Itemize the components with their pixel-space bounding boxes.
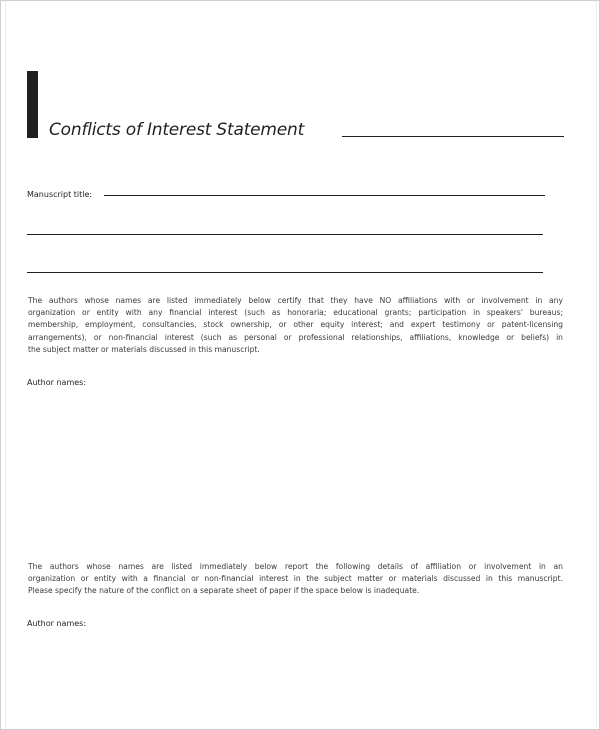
manuscript-title-input-line-3[interactable] (27, 272, 543, 273)
title-underline-rule (342, 136, 564, 137)
title-accent-bar (27, 71, 38, 138)
manuscript-title-input-line-2[interactable] (27, 234, 543, 235)
statement-line: The authors whose names are listed immediately below report the following details of affiliation or involvement in an (28, 562, 563, 571)
conflict-statement (28, 561, 563, 598)
statement-line: membership, employment, consultancies, stock ownership, or other equity interest; and expert testimony or patent-licensing (28, 320, 563, 330)
statement-line: arrangements), or non-financial interest (such as personal or professional relationships, affiliations, knowledge or beliefs) in (28, 332, 563, 342)
manuscript-title-label: Manuscript title: (27, 190, 93, 199)
statement-line: organization or entity with any financial interest (such as honoraria; educational grants; participation in speakers' bureaus; (28, 308, 563, 318)
statement-line: the subject matter or materials discussed in this manuscript. (28, 344, 260, 354)
author-names-field-no-conflict[interactable] (27, 393, 563, 553)
page-edge (5, 1, 597, 727)
author-names-label-conflict: Author names: (27, 619, 87, 628)
no-conflict-statement (28, 295, 563, 356)
document-title: Conflicts of Interest Statement (49, 120, 305, 140)
statement-line: Please specify the nature of the conflict on a separate sheet of paper if the space below is inadequate. (28, 586, 420, 596)
manuscript-title-input-line[interactable] (104, 195, 545, 196)
statement-line: organization or entity with a financial or non-financial interest in the subject matter or materials discussed in this manuscript. (28, 574, 563, 584)
author-names-field-conflict[interactable] (27, 633, 563, 723)
author-names-label-no-conflict: Author names: (27, 378, 87, 387)
statement-line: The authors whose names are listed immediately below certify that they have NO affiliations with or involvement in any (28, 296, 563, 305)
